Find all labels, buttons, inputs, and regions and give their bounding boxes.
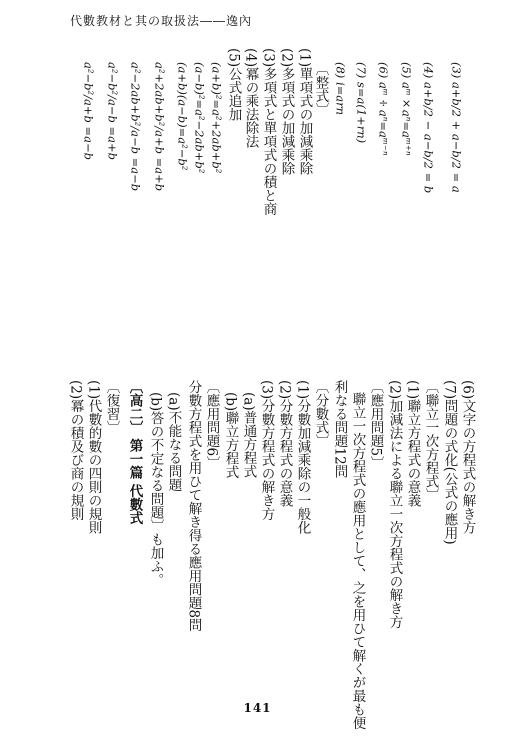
list-item: (4)冪の乘法除法 <box>242 48 259 149</box>
list-item: (1)聯立方程式の意義 <box>404 380 421 508</box>
list-item: (2)冪の積及び商の規則 <box>67 380 84 521</box>
formula-line: (4) a+b/2 − a−b/2 = b <box>421 62 436 194</box>
section-heading: 〔聯立一次方程式〕 <box>422 380 439 502</box>
page-number: 141 <box>243 701 272 715</box>
list-item: (3)多項式と單項式の積と商 <box>260 48 277 216</box>
section-heading: 〔分數式〕 <box>312 380 329 448</box>
formula-line: a²−b²/a+b =a−b <box>81 62 96 160</box>
list-item: (1)代數的數の四則の規則 <box>85 380 102 535</box>
list-item: (2)多項式の加減乘除 <box>278 48 295 176</box>
list-item: (b)聯立方程式 <box>222 392 239 479</box>
list-item: (1)單項式の加減乘除 <box>296 48 313 176</box>
section-heading: 〔應用問題6〕 <box>203 380 220 470</box>
formula-line: (a−b)²=a²−2ab+b² <box>192 62 207 174</box>
list-item: (6)文字の方程式の解き方 <box>459 380 476 535</box>
list-item: (a)不能なる問題 <box>165 392 182 492</box>
list-item: (7)問題の式化(公式の應用) <box>441 380 458 545</box>
chapter-heading: 〔高二〕 第一篇 代數式 <box>126 380 143 525</box>
paragraph-line: 利なる問題12問 <box>331 380 348 479</box>
paragraph-line: 聯立一次方程式の應用として、之を用ひて解くが最も便 <box>349 392 366 730</box>
list-item: (5)公式追加 <box>225 48 242 122</box>
formula-line: a²−2ab+b²/a−b =a−b <box>128 62 143 192</box>
running-header: 代數教材と其の取扱法――逸內 <box>70 14 253 28</box>
section-heading: 〔整式〕 <box>312 62 329 116</box>
formula-line: a²+2ab+b²/a+b =a+b <box>152 62 167 192</box>
formula-line: a²−b²/a−b =a+b <box>105 62 120 160</box>
formula-line: (5) aᵐ×aⁿ=aᵐ⁺ⁿ <box>399 62 414 156</box>
formula-line: (3) a+b/2 + a−b/2 = a <box>449 62 464 193</box>
formula-line: (8) i=arn <box>333 62 348 116</box>
section-heading: 〔應用問題5〕 <box>367 380 384 470</box>
formula-line: (a+b)(a−b)=a²−b² <box>175 62 190 171</box>
list-item: (b)答の不定なる問題〕も加ふ。 <box>147 392 164 587</box>
list-item: (2)加減法による聯立一次方程式の解き方 <box>386 380 403 629</box>
paragraph-line: 分數方程式を用ひて解き得る應用問題8問 <box>185 380 202 632</box>
formula-line: (6) aᵐ÷aⁿ=aᵐ⁻ⁿ <box>376 62 391 156</box>
formula-line: (a+b)²=a²+2ab+b² <box>209 62 224 174</box>
section-heading: 〔復習〕 <box>103 380 120 434</box>
list-item: (3)分數方程式の解き方 <box>258 380 275 521</box>
formula-line: (7) s=a(1+rn) <box>354 62 369 144</box>
list-item: (a)普通方程式 <box>240 392 257 479</box>
list-item: (1)分數加減乘除の一般化 <box>294 380 311 535</box>
list-item: (2)分數方程式の意義 <box>276 380 293 508</box>
